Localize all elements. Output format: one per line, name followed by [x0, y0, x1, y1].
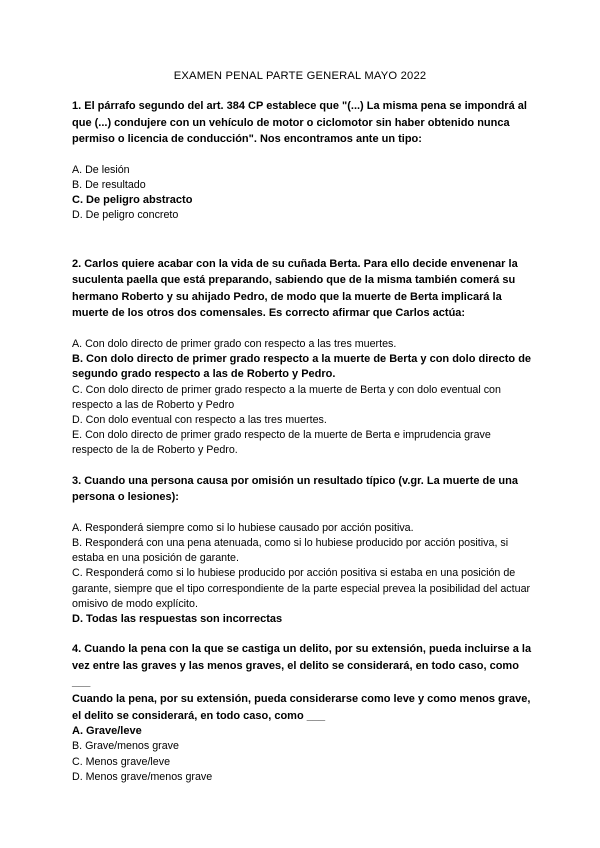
option-b-correct: B. Con dolo directo de primer grado respecto a la muerte de Berta y con dolo directo de segundo grado respecto a las de Roberto y Pedro. — [72, 353, 532, 381]
options-list — [72, 163, 534, 224]
option-d-correct: D. Todas las respuestas son incorrectas — [72, 613, 283, 625]
option-a: A. Responderá siempre como si lo hubiese causado por acción positiva. — [72, 521, 414, 534]
question-stem: 2. Carlos quiere acabar con la vida de su cuñada Berta. Para ello decide envenenar la suculenta paella que está preparando, sabiendo que de la misma también comerá su hermano Roberto y su ahijado Pedro, de modo que la muerte de Berta implicará la muerte de los otros dos comensales. Es correcto afirmar que Carlos actúa: — [72, 257, 518, 320]
option-d: D. De peligro concreto — [72, 209, 179, 222]
option-d: D. Con dolo eventual con respecto a las tres muertes. — [72, 413, 327, 426]
options-list — [72, 337, 534, 459]
questions-container — [72, 98, 534, 785]
option-b: B. De resultado — [72, 178, 146, 191]
option-a: A. Con dolo directo de primer grado con respecto a las tres muertes. — [72, 337, 397, 350]
question-4 — [72, 641, 534, 785]
option-b: B. Grave/menos grave — [72, 740, 179, 753]
option-c: C. Con dolo directo de primer grado respecto a la muerte de Berta y con dolo eventual con respecto a las de Roberto y Pedro — [72, 383, 501, 411]
option-c: C. Menos grave/leve — [72, 755, 171, 768]
question-stem-second: Cuando la pena, por su extensión, pueda considerarse como leve y como menos grave, el delito se considerará, en todo caso, como ___ — [72, 692, 531, 722]
question-stem: 1. El párrafo segundo del art. 384 CP establece que "(...) La misma pena se impondrá al que (...) condujere con un vehículo de motor o ciclomotor sin haber obtenido nunca permiso o licencia de conducción". Nos encontramos ante un tipo: — [72, 100, 527, 146]
question-3 — [72, 473, 534, 628]
options-list — [72, 521, 534, 627]
options-list — [72, 724, 534, 785]
question-2 — [72, 256, 534, 459]
option-c: C. Responderá como si lo hubiese producido por acción positiva si estaba en una posición de garante, siempre que el tipo correspondiente de la parte especial prevea la posibilidad del actuar omisivo de modo explícito. — [72, 567, 531, 610]
option-a: A. De lesión — [72, 163, 130, 176]
option-c-correct: C. De peligro abstracto — [72, 194, 193, 207]
option-a-correct: A. Grave/leve — [72, 725, 142, 738]
option-d: D. Menos grave/menos grave — [72, 770, 213, 783]
exam-title: EXAMEN PENAL PARTE GENERAL MAYO 2022 — [173, 70, 427, 82]
question-stem: 3. Cuando una persona causa por omisión un resultado típico (v.gr. La muerte de una persona o lesiones): — [72, 474, 518, 504]
option-e: E. Con dolo directo de primer grado respecto de la muerte de Berta e imprudencia grave respecto de la de Roberto y Pedro. — [72, 429, 491, 457]
question-stem: 4. Cuando la pena con la que se castiga un delito, por su extensión, pueda incluirse a la vez entre las graves y las menos graves, el delito se considerará, en todo caso, como ___ — [72, 643, 532, 689]
question-1 — [72, 98, 534, 224]
option-b: B. Responderá con una pena atenuada, como si lo hubiese producido por acción positiva, si estaba en una posición de garante. — [72, 536, 509, 565]
